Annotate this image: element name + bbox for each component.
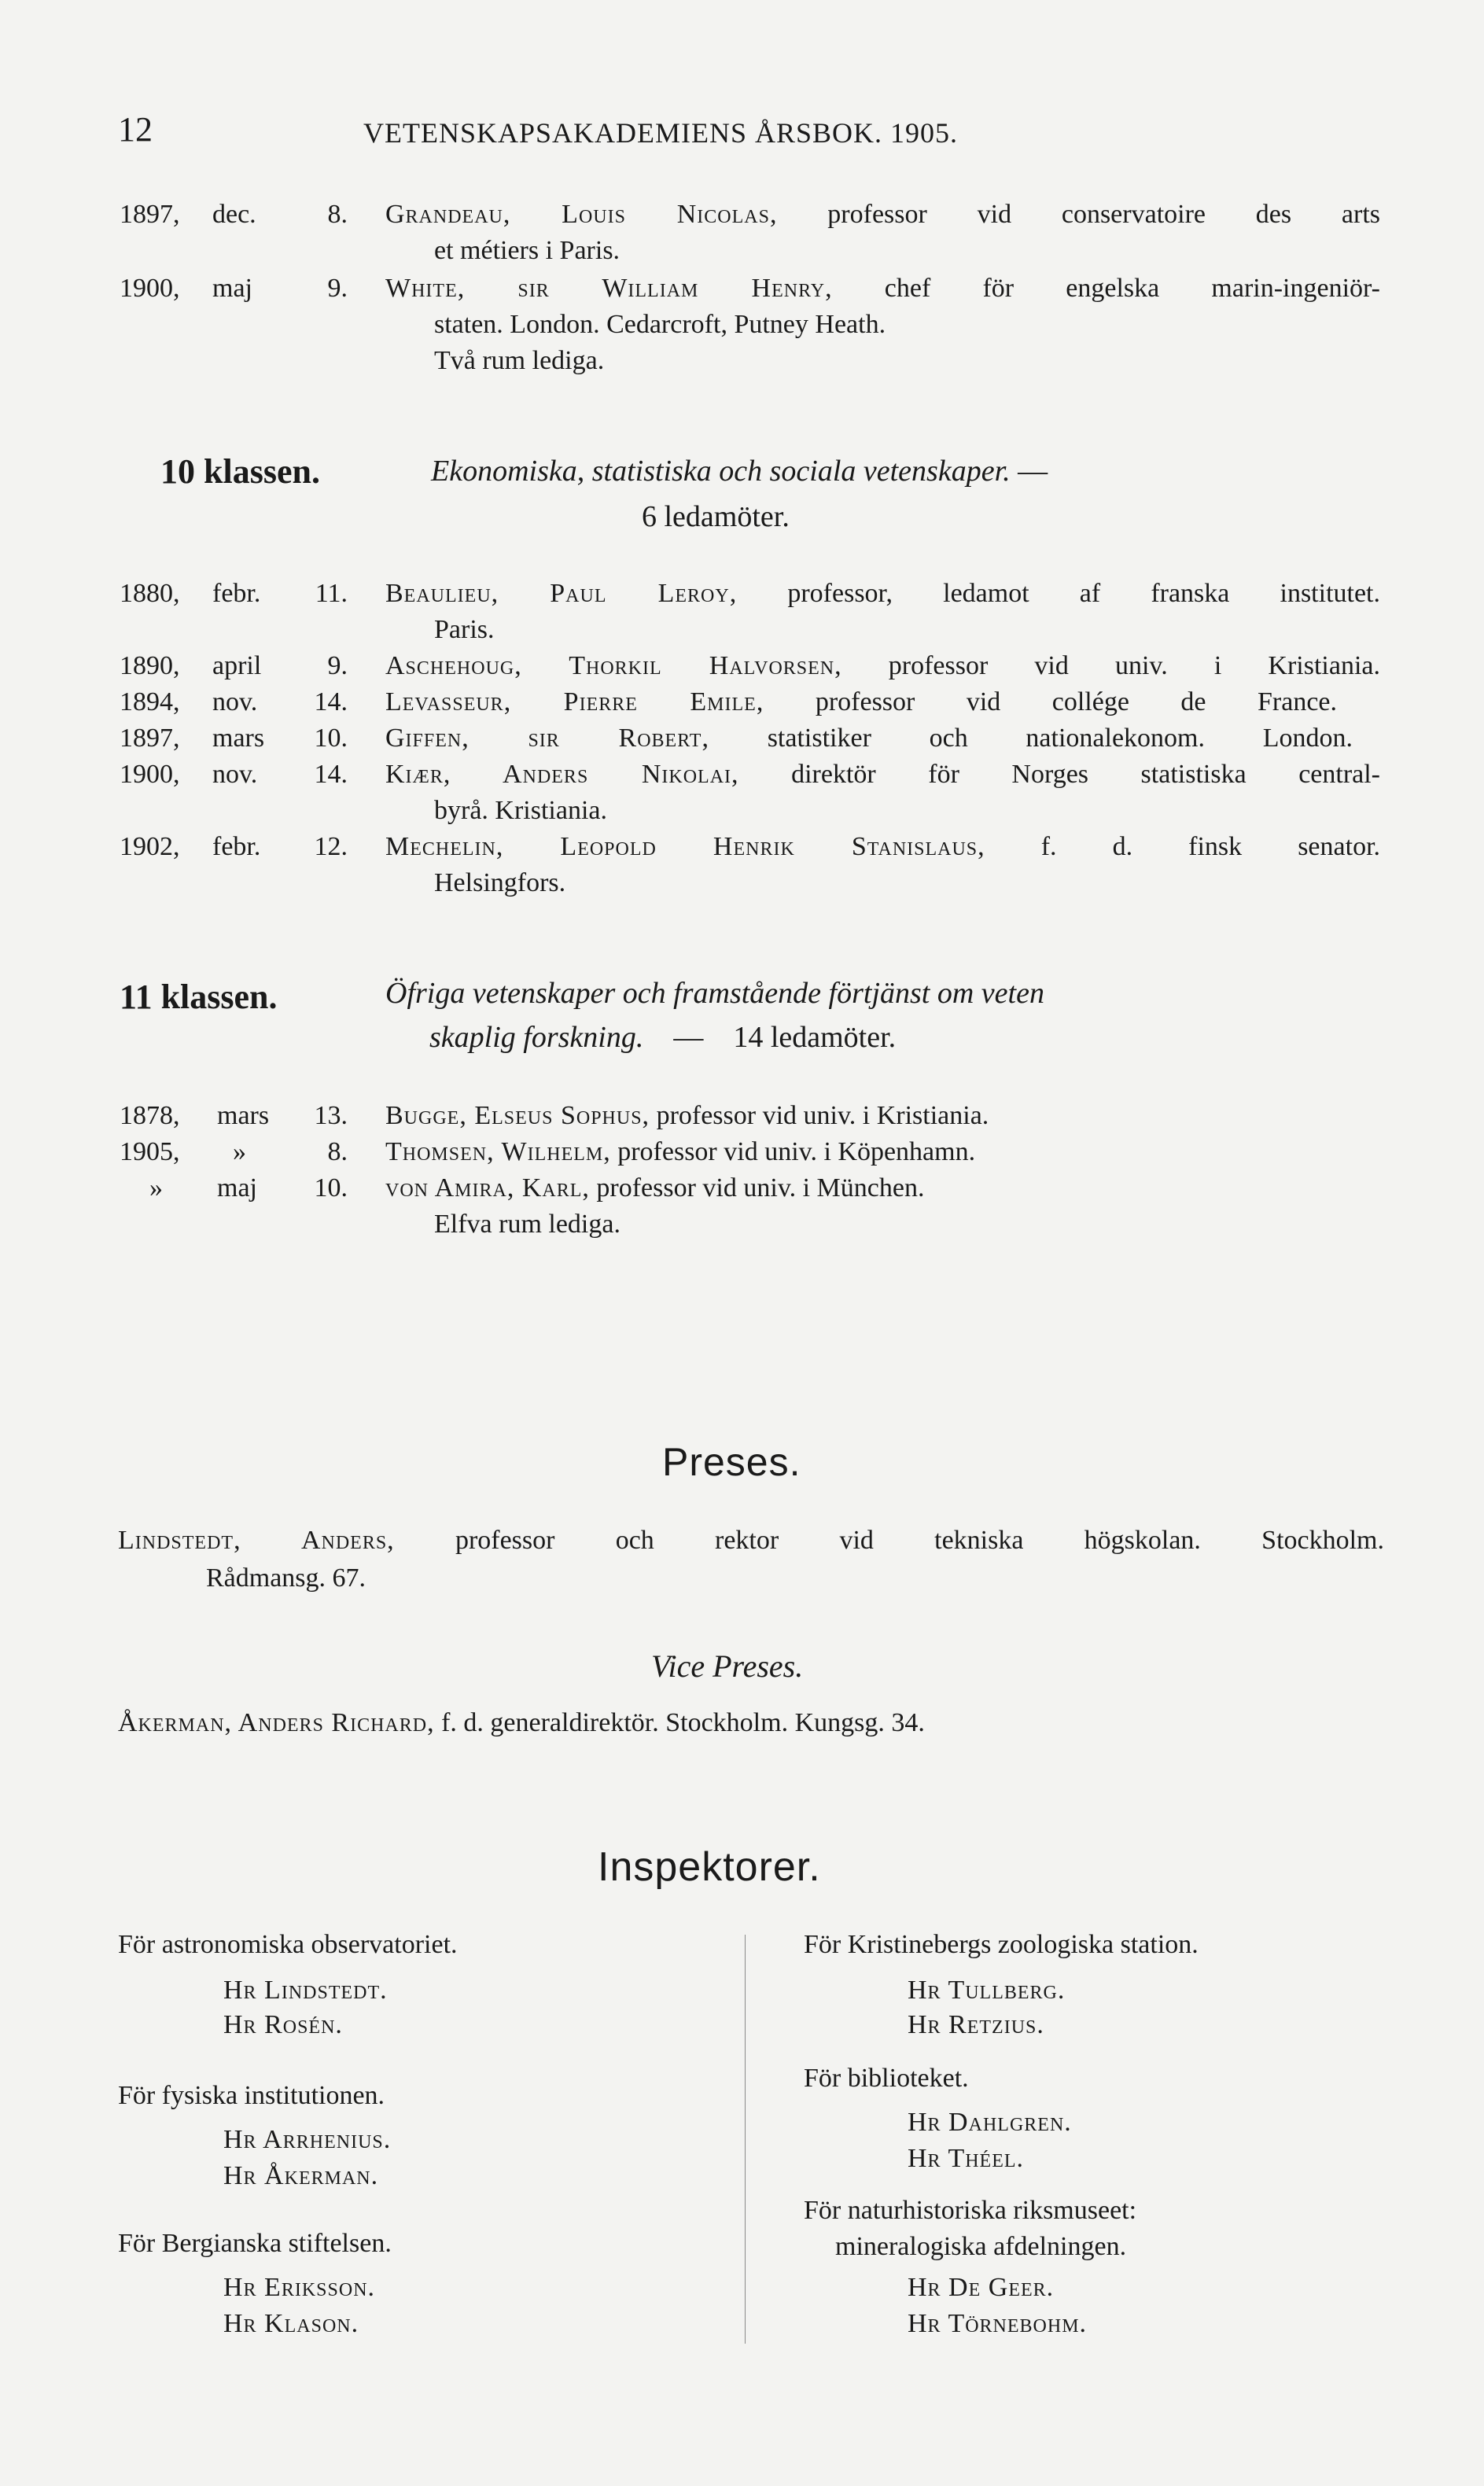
inspector-name: Hr Dahlgren. [908, 2108, 1072, 2137]
inspection-title: För astronomiska observatoriet. [118, 1930, 458, 1959]
inspector-name: Hr Törnebohm. [908, 2309, 1088, 2338]
inspection-title: För Kristinebergs zoologiska station. [804, 1930, 1199, 1959]
class11-subject-line2: skaplig forskning. — 14 ledamöter. [429, 1021, 897, 1054]
vice-preses-heading: Vice Preses. [651, 1648, 804, 1684]
inspector-name: Hr Rosén. [223, 2010, 343, 2039]
inspector-name: Hr De Geer. [908, 2273, 1055, 2302]
inspector-name: Hr Lindstedt. [223, 1976, 388, 2005]
inspection-title: För fysiska institutionen. [118, 2081, 385, 2110]
class10-label: 10 klassen. [160, 452, 320, 491]
vacancy-note: Två rum lediga. [434, 346, 605, 375]
preses-line2: Rådmansg. 67. [206, 1563, 366, 1593]
page-number: 12 [118, 110, 153, 149]
column-divider [745, 1935, 746, 2344]
entry-text: White, sir William Henry, chef för engelska marin-ingeniör- staten. London. Cedarcroft, Putney Heath. [385, 274, 1380, 339]
inspection-title: För naturhistoriska riksmuseet: [804, 2196, 1137, 2225]
inspektorer-heading: Inspektorer. [598, 1844, 821, 1890]
preses-line1: Lindstedt, Anders, professor och rektor vid tekniska högskolan. Stockholm. [118, 1526, 1385, 1555]
inspector-name: Hr Tullberg. [908, 1976, 1066, 2005]
class10-members: 6 ledamöter. [642, 500, 790, 533]
inspector-name: Hr Retzius. [908, 2010, 1044, 2039]
inspector-name: Hr Arrhenius. [223, 2125, 392, 2154]
entry-text: Grandeau, Louis Nicolas, professor vid conservatoire des arts et métiers i Paris. [385, 200, 1381, 265]
inspector-name: Hr Åkerman. [223, 2161, 379, 2190]
inspection-title: För Bergianska stiftelsen. [118, 2229, 392, 2258]
inspection-title: För biblioteket. [804, 2064, 969, 2093]
inspector-name: Hr Eriksson. [223, 2273, 376, 2302]
preses-heading: Preses. [662, 1440, 801, 1484]
class10-subject: Ekonomiska, statistiska och sociala vetenskaper. — [431, 455, 1048, 488]
vacancy-note: Elfva rum lediga. [434, 1210, 620, 1239]
inspection-subtitle: mineralogiska afdelningen. [835, 2232, 1127, 2261]
running-title: VETENSKAPSAKADEMIENS ÅRSBOK. 1905. [363, 117, 959, 149]
inspector-name: Hr Théel. [908, 2144, 1025, 2173]
class11-subject-line1: Öfriga vetenskaper och framstående förtjänst om veten [385, 977, 1044, 1010]
vice-preses-line: Åkerman, Anders Richard, f. d. generaldirektör. Stockholm. Kungsg. 34. [118, 1708, 925, 1737]
class11-label: 11 klassen. [120, 978, 278, 1016]
inspector-name: Hr Klason. [223, 2309, 359, 2338]
